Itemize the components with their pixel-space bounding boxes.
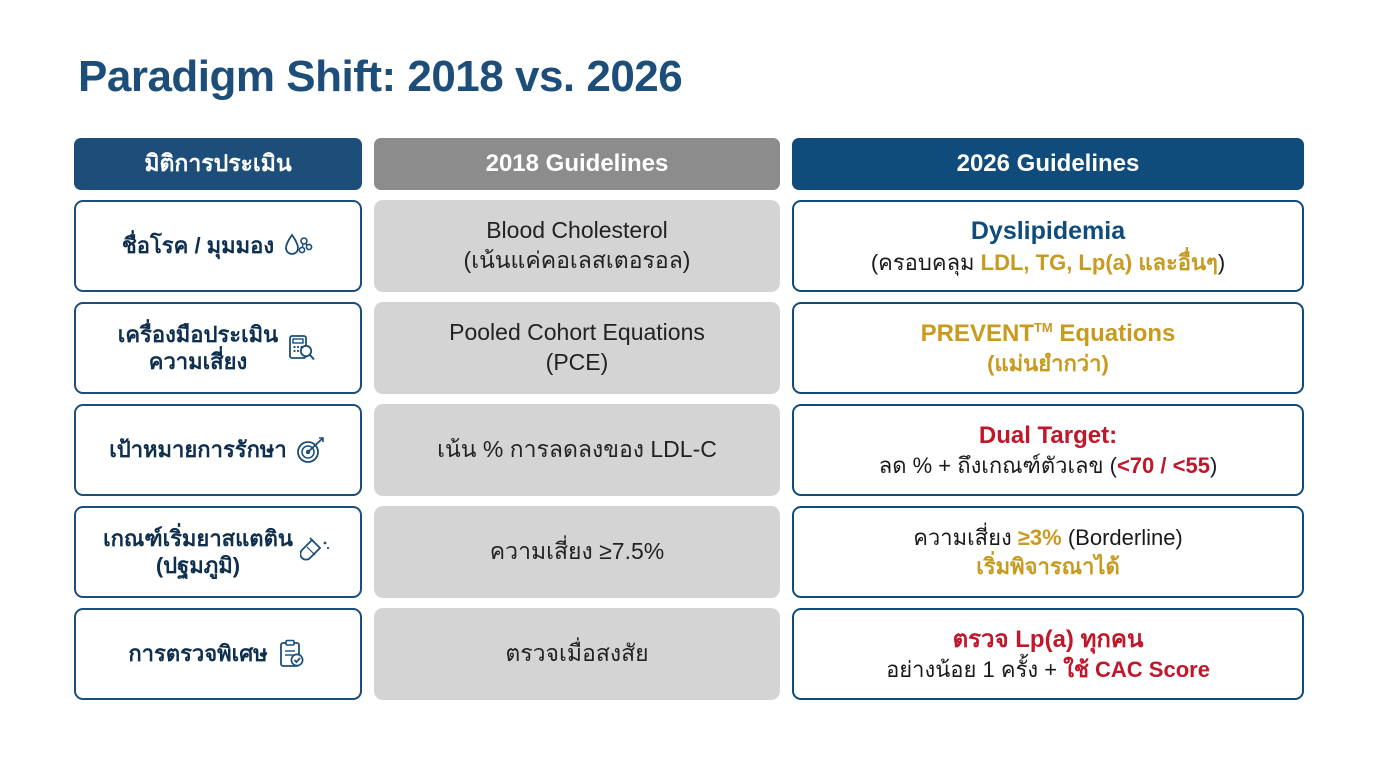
cell-2018-line1: ความเสี่ยง ≥7.5% (489, 538, 665, 565)
dimension-label-line1: เครื่องมือประเมิน (117, 321, 279, 347)
dimension-cell (74, 404, 362, 496)
cell-2026 (792, 200, 1304, 292)
cell-2018-line2: (เน้นแค่คอเลสเตอรอล) (463, 247, 691, 273)
cell-2026-line2-highlight: เริ่มพิจารณาได้ (976, 554, 1120, 579)
dimension-label: ชื่อโรค / มุมมอง (121, 233, 275, 259)
cell-2018 (374, 506, 780, 598)
page-title: Paradigm Shift: 2018 vs. 2026 (78, 52, 683, 101)
cell-2026-line2-prefix: อย่างน้อย 1 ครั้ง + (886, 657, 1064, 683)
cell-2026-line1-prefix: ความเสี่ยง (913, 524, 1018, 550)
cell-2018-line1: Blood Cholesterol (486, 217, 668, 244)
blood-drop-molecule-icon (280, 229, 314, 263)
dimension-label-line1: เกณฑ์เริ่มยาสแตติน (103, 525, 293, 551)
cell-2026 (792, 506, 1304, 598)
table-header-row (74, 138, 1302, 190)
cell-2026-line1-superscript: TM (1033, 319, 1053, 335)
cell-2026-line1-main: PREVENT (920, 319, 1034, 347)
table-row (74, 200, 1302, 292)
dimension-cell (74, 506, 362, 598)
column-header-dimension: มิติการประเมิน (74, 138, 362, 190)
target-dart-icon (293, 433, 327, 467)
column-header-2018: 2018 Guidelines (374, 138, 780, 190)
cell-2026 (792, 608, 1304, 700)
clipboard-check-icon (274, 637, 308, 671)
cell-2026-line2-prefix: ลด % + ถึงเกณฑ์ตัวเลข ( (878, 453, 1117, 479)
dimension-label-line2: ความเสี่ยง (148, 349, 248, 374)
cell-2026-line2-highlight: ใช้ CAC Score (1063, 657, 1210, 683)
table-row (74, 608, 1302, 700)
column-header-2026: 2026 Guidelines (792, 138, 1304, 190)
cell-2026-line1: Dyslipidemia (970, 216, 1126, 245)
cell-2018-line1: Pooled Cohort Equations (449, 319, 705, 346)
dimension-label: เป้าหมายการรักษา (109, 437, 287, 463)
calculator-search-icon (284, 331, 318, 365)
cell-2018 (374, 200, 780, 292)
cell-2026-line1: ตรวจ Lp(a) ทุกคน (952, 625, 1144, 653)
cell-2026 (792, 302, 1304, 394)
dimension-cell (74, 608, 362, 700)
dimension-label-line2: (ปฐมภูมิ) (155, 553, 241, 578)
cell-2026-line1-highlight: ≥3% (1017, 524, 1062, 550)
cell-2026-line2-suffix: ) (1217, 249, 1226, 275)
comparison-table (74, 138, 1302, 710)
cell-2018-line1: ตรวจเมื่อสงสัย (505, 640, 649, 667)
dimension-label: การตรวจพิเศษ (128, 641, 268, 667)
dimension-cell (74, 302, 362, 394)
cell-2026-line1-rest: Equations (1052, 319, 1176, 347)
cell-2018-line1: เน้น % การลดลงของ LDL-C (437, 436, 717, 463)
cell-2018 (374, 404, 780, 496)
cell-2026-line1: Dual Target: (978, 421, 1118, 449)
cell-2026-line2-highlight: LDL, TG, Lp(a) และอื่นๆ (980, 249, 1218, 275)
cell-2018 (374, 608, 780, 700)
dimension-cell (74, 200, 362, 292)
table-row (74, 302, 1302, 394)
cell-2026-line2-suffix: ) (1209, 453, 1218, 479)
cell-2018 (374, 302, 780, 394)
table-row (74, 404, 1302, 496)
table-row (74, 506, 1302, 598)
cell-2026-line1-suffix: (Borderline) (1061, 524, 1183, 550)
cell-2026 (792, 404, 1304, 496)
cell-2026-line2-highlight: (แม่นยำกว่า) (987, 351, 1109, 377)
test-tube-icon (299, 535, 333, 569)
cell-2026-line2-highlight: <70 / <55 (1116, 453, 1210, 479)
cell-2018-line2: (PCE) (545, 349, 609, 375)
cell-2026-line2-prefix: (ครอบคลุม (870, 249, 981, 275)
